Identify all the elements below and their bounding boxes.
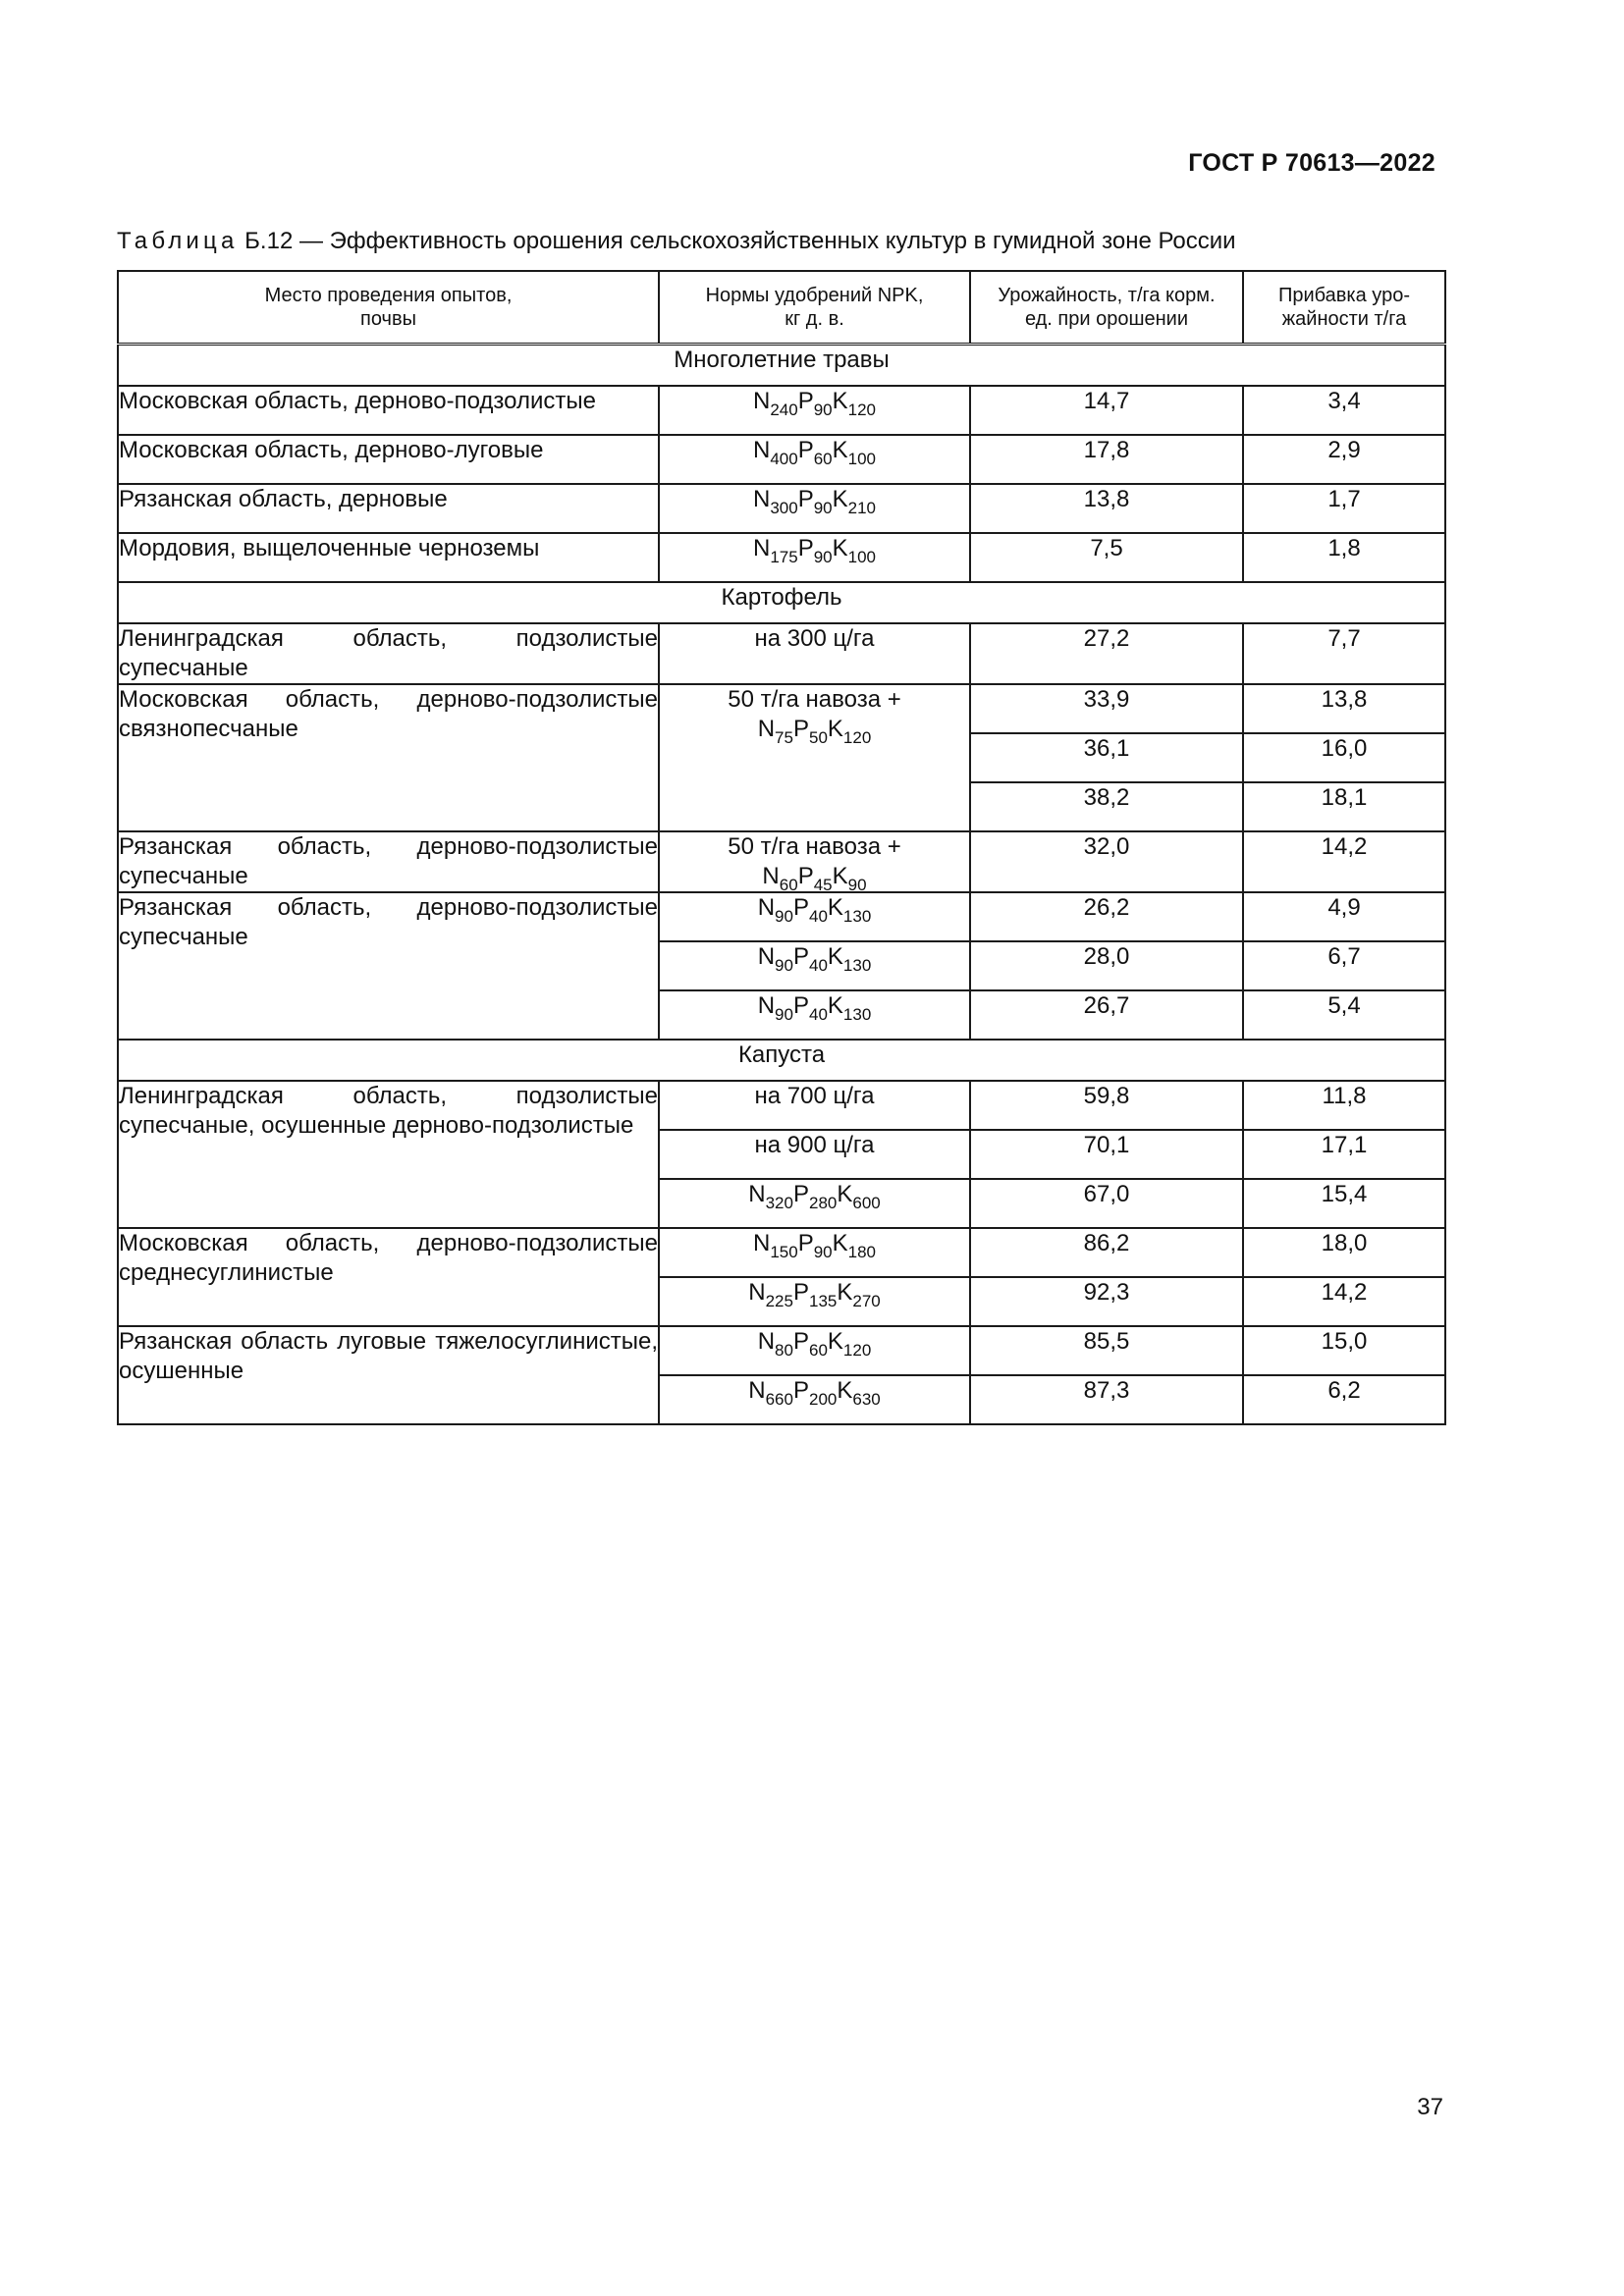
table-row [118, 533, 1445, 582]
dose-n: 400 [770, 450, 798, 468]
place-cell: Рязанская область, дерново-подзолистые супесчаные [118, 892, 659, 1040]
yield-cell: 92,3 [970, 1277, 1243, 1326]
table-caption [117, 228, 1236, 255]
yield-cell: 33,9 [970, 684, 1243, 733]
element-n: N [748, 1279, 766, 1306]
element-n: N [757, 992, 776, 1019]
npk-formula [762, 863, 867, 894]
dose-p: 60 [813, 450, 833, 468]
dose-n: 175 [770, 548, 798, 566]
fertilizer-cell [659, 623, 970, 684]
table-caption-text: Б.12 — Эффективность орошения сельскохозяйственных культур в гумидной зоне России [238, 228, 1236, 254]
table-row [118, 684, 1445, 733]
table-row [118, 831, 1445, 892]
table-caption-label: Таблица [117, 228, 239, 254]
gain-cell: 15,4 [1243, 1179, 1445, 1228]
element-k: K [832, 1230, 848, 1256]
dose-k: 180 [847, 1243, 877, 1261]
gain-cell: 4,9 [1243, 892, 1445, 941]
element-k: K [832, 863, 848, 889]
element-k: K [827, 992, 843, 1019]
dose-k: 100 [847, 548, 877, 566]
fertilizer-text: 50 т/га навоза + [728, 686, 901, 713]
gain-cell: 2,9 [1243, 435, 1445, 484]
gain-cell: 15,0 [1243, 1326, 1445, 1375]
dose-p: 50 [808, 728, 828, 747]
element-p: P [792, 1181, 809, 1207]
element-k: K [832, 437, 848, 463]
place-cell: Ленинградская область, подзолистые супесчаные [118, 623, 659, 684]
fertilizer-text: на 900 ц/га [754, 1132, 875, 1158]
place-cell: Московская область, дерново-подзолистые [118, 386, 659, 435]
element-p: P [792, 1377, 809, 1404]
fertilizer-text: на 700 ц/га [754, 1083, 875, 1109]
data-table [117, 270, 1446, 1425]
element-n: N [757, 943, 776, 970]
yield-cell: 59,8 [970, 1081, 1243, 1130]
fertilizer-cell [659, 684, 970, 831]
element-n: N [757, 716, 776, 742]
element-p: P [797, 1230, 814, 1256]
section-title: Картофель [118, 582, 1445, 623]
element-n: N [748, 1377, 766, 1404]
dose-n: 90 [775, 956, 793, 975]
fertilizer-text: 50 т/га навоза + [728, 833, 901, 860]
element-k: K [832, 486, 848, 512]
place-cell: Московская область, дерново-подзолистые связнопесчаные [118, 684, 659, 831]
element-n: N [748, 1181, 766, 1207]
dose-k: 90 [847, 876, 867, 894]
yield-cell: 32,0 [970, 831, 1243, 892]
dose-n: 80 [775, 1341, 793, 1360]
element-n: N [752, 388, 771, 414]
section-row [118, 345, 1445, 387]
dose-p: 40 [808, 956, 828, 975]
gain-cell: 7,7 [1243, 623, 1445, 684]
yield-cell: 36,1 [970, 733, 1243, 782]
dose-n: 60 [779, 876, 798, 894]
yield-cell: 28,0 [970, 941, 1243, 990]
gain-cell: 11,8 [1243, 1081, 1445, 1130]
fertilizer-cell [659, 1130, 970, 1179]
gain-cell: 1,8 [1243, 533, 1445, 582]
fertilizer-cell [659, 1179, 970, 1228]
yield-cell: 14,7 [970, 386, 1243, 435]
npk-formula [748, 1279, 881, 1310]
yield-cell: 67,0 [970, 1179, 1243, 1228]
dose-k: 120 [842, 1341, 872, 1360]
gain-cell: 5,4 [1243, 990, 1445, 1040]
table-header-row [118, 271, 1445, 345]
gain-cell: 16,0 [1243, 733, 1445, 782]
element-p: P [792, 716, 809, 742]
element-n: N [752, 535, 771, 561]
dose-n: 320 [765, 1194, 793, 1212]
place-cell: Ленинградская область, подзолистые супесчаные, осушенные дерново-подзолистые [118, 1081, 659, 1228]
table-row [118, 1228, 1445, 1277]
element-n: N [752, 437, 771, 463]
npk-formula [752, 388, 877, 419]
npk-formula [757, 894, 872, 926]
element-p: P [792, 943, 809, 970]
gain-cell: 1,7 [1243, 484, 1445, 533]
fertilizer-text: на 300 ц/га [754, 625, 875, 652]
fertilizer-cell [659, 990, 970, 1040]
element-p: P [797, 486, 814, 512]
fertilizer-cell [659, 435, 970, 484]
element-p: P [797, 535, 814, 561]
dose-p: 40 [808, 1005, 828, 1024]
table-row [118, 484, 1445, 533]
fertilizer-cell [659, 1081, 970, 1130]
place-cell: Рязанская область луговые тяжелосуглинистые, осушенные [118, 1326, 659, 1424]
fertilizer-cell [659, 1228, 970, 1277]
yield-cell: 70,1 [970, 1130, 1243, 1179]
gain-cell: 14,2 [1243, 831, 1445, 892]
section-title: Капуста [118, 1040, 1445, 1081]
dose-k: 270 [852, 1292, 881, 1310]
dose-p: 40 [808, 907, 828, 926]
element-p: P [792, 894, 809, 921]
yield-cell: 86,2 [970, 1228, 1243, 1277]
gain-cell: 18,0 [1243, 1228, 1445, 1277]
dose-p: 90 [813, 548, 833, 566]
gain-cell: 13,8 [1243, 684, 1445, 733]
column-header-gain: Прибавка уро- жайности т/га [1243, 271, 1445, 345]
element-n: N [757, 1328, 776, 1355]
dose-k: 120 [847, 400, 877, 419]
dose-n: 225 [765, 1292, 793, 1310]
column-header-yield: Урожайность, т/га корм. ед. при орошении [970, 271, 1243, 345]
table-body [118, 345, 1445, 1425]
element-p: P [792, 1279, 809, 1306]
gain-cell: 6,7 [1243, 941, 1445, 990]
element-k: K [827, 943, 843, 970]
dose-p: 60 [808, 1341, 828, 1360]
dose-k: 210 [847, 499, 877, 517]
document-code: ГОСТ Р 70613—2022 [1188, 149, 1435, 177]
yield-cell: 13,8 [970, 484, 1243, 533]
gain-cell: 6,2 [1243, 1375, 1445, 1424]
gain-cell: 3,4 [1243, 386, 1445, 435]
table-row [118, 386, 1445, 435]
npk-formula [757, 992, 872, 1024]
section-title: Многолетние травы [118, 345, 1445, 387]
fertilizer-cell [659, 386, 970, 435]
npk-formula [757, 1328, 872, 1360]
npk-formula [748, 1377, 881, 1409]
npk-formula [757, 943, 872, 975]
yield-cell: 26,2 [970, 892, 1243, 941]
dose-n: 300 [770, 499, 798, 517]
dose-n: 240 [770, 400, 798, 419]
fertilizer-cell [659, 484, 970, 533]
fertilizer-cell [659, 892, 970, 941]
npk-formula [748, 1181, 881, 1212]
npk-formula [757, 716, 872, 747]
column-header-place: Место проведения опытов, почвы [118, 271, 659, 345]
npk-formula [752, 486, 877, 517]
dose-k: 630 [852, 1390, 881, 1409]
element-k: K [827, 894, 843, 921]
npk-formula [752, 1230, 877, 1261]
gain-cell: 18,1 [1243, 782, 1445, 831]
npk-formula [752, 535, 877, 566]
element-k: K [837, 1181, 853, 1207]
place-cell: Мордовия, выщелоченные черноземы [118, 533, 659, 582]
dose-n: 150 [770, 1243, 798, 1261]
dose-k: 130 [842, 1005, 872, 1024]
element-p: P [797, 437, 814, 463]
place-cell: Московская область, дерново-луговые [118, 435, 659, 484]
element-n: N [752, 1230, 771, 1256]
element-n: N [757, 894, 776, 921]
page-number: 37 [1417, 2094, 1443, 2120]
dose-k: 100 [847, 450, 877, 468]
table-row [118, 1081, 1445, 1130]
dose-k: 130 [842, 956, 872, 975]
dose-n: 90 [775, 1005, 793, 1024]
fertilizer-cell [659, 941, 970, 990]
element-p: P [797, 388, 814, 414]
table-row [118, 623, 1445, 684]
dose-p: 200 [808, 1390, 838, 1409]
section-row [118, 582, 1445, 623]
section-row [118, 1040, 1445, 1081]
dose-p: 45 [813, 876, 833, 894]
yield-cell: 85,5 [970, 1326, 1243, 1375]
dose-p: 90 [813, 499, 833, 517]
dose-n: 90 [775, 907, 793, 926]
gain-cell: 14,2 [1243, 1277, 1445, 1326]
dose-n: 660 [765, 1390, 793, 1409]
element-k: K [837, 1377, 853, 1404]
dose-p: 135 [808, 1292, 838, 1310]
element-n: N [752, 486, 771, 512]
dose-k: 120 [842, 728, 872, 747]
table-row [118, 1326, 1445, 1375]
fertilizer-cell [659, 1277, 970, 1326]
dose-p: 280 [808, 1194, 838, 1212]
yield-cell: 87,3 [970, 1375, 1243, 1424]
element-k: K [832, 535, 848, 561]
yield-cell: 7,5 [970, 533, 1243, 582]
yield-cell: 26,7 [970, 990, 1243, 1040]
fertilizer-cell [659, 1375, 970, 1424]
column-header-fertilizer: Нормы удобрений NPK, кг д. в. [659, 271, 970, 345]
dose-k: 130 [842, 907, 872, 926]
element-p: P [792, 1328, 809, 1355]
element-p: P [797, 863, 814, 889]
element-n: N [762, 863, 780, 889]
element-k: K [832, 388, 848, 414]
fertilizer-cell [659, 533, 970, 582]
yield-cell: 38,2 [970, 782, 1243, 831]
element-p: P [792, 992, 809, 1019]
gain-cell: 17,1 [1243, 1130, 1445, 1179]
fertilizer-cell [659, 1326, 970, 1375]
yield-cell: 17,8 [970, 435, 1243, 484]
table-row [118, 892, 1445, 941]
table-row [118, 435, 1445, 484]
dose-p: 90 [813, 1243, 833, 1261]
element-k: K [827, 1328, 843, 1355]
fertilizer-cell [659, 831, 970, 892]
dose-k: 600 [852, 1194, 881, 1212]
place-cell: Рязанская область, дерново-подзолистые супесчаные [118, 831, 659, 892]
place-cell: Московская область, дерново-подзолистые среднесуглинистые [118, 1228, 659, 1326]
dose-n: 75 [775, 728, 793, 747]
element-k: K [827, 716, 843, 742]
npk-formula [752, 437, 877, 468]
element-k: K [837, 1279, 853, 1306]
place-cell: Рязанская область, дерновые [118, 484, 659, 533]
yield-cell: 27,2 [970, 623, 1243, 684]
dose-p: 90 [813, 400, 833, 419]
